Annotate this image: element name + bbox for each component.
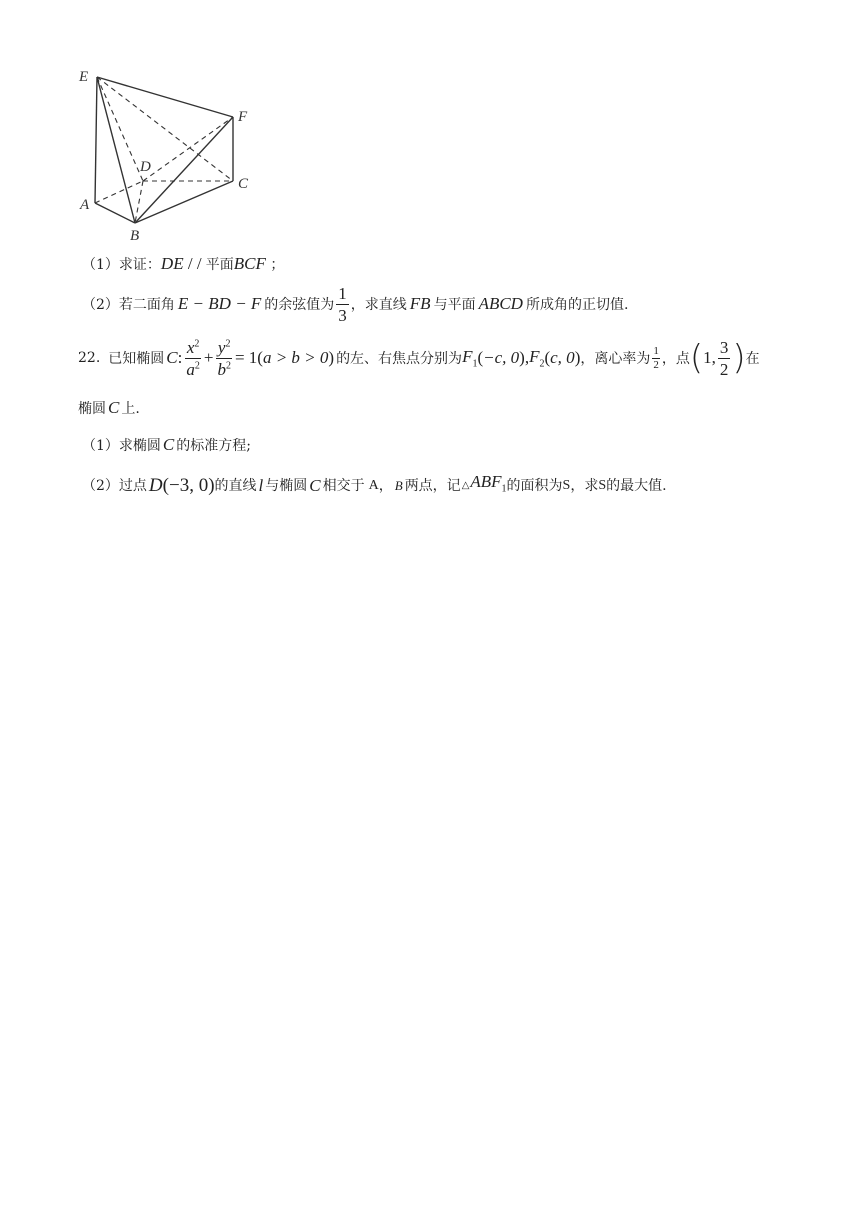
point-x: 1, bbox=[703, 348, 716, 367]
q22-line2-text2: 上. bbox=[121, 401, 140, 417]
a-var: a bbox=[186, 359, 195, 379]
expr-FB: FB bbox=[409, 294, 431, 313]
condition: a > b > 0 bbox=[262, 348, 329, 367]
colon: : bbox=[177, 348, 183, 367]
q22-intro: 已知椭圆 bbox=[108, 351, 165, 367]
fraction-one-third bbox=[336, 285, 349, 324]
label-D: D bbox=[140, 159, 151, 175]
triangle-ABF1: $ABF_1$ bbox=[470, 472, 507, 495]
geometry-figure bbox=[70, 60, 270, 250]
ellipse-C: C bbox=[166, 348, 178, 367]
q22-statement-line2 bbox=[78, 396, 140, 421]
exp: 2 bbox=[225, 337, 231, 349]
q22-part2-text6: 的面积为 bbox=[506, 477, 563, 494]
exp: 2 bbox=[225, 359, 231, 371]
point-D: D bbox=[148, 474, 163, 496]
plus-sign: + bbox=[203, 348, 214, 367]
ellipse-C: C bbox=[108, 398, 120, 417]
x-var: x bbox=[186, 337, 195, 357]
edge-DB bbox=[135, 181, 143, 223]
q22-line2-text1: 椭圆 bbox=[78, 401, 106, 417]
q22-part2-text2: 与椭圆 bbox=[265, 477, 308, 494]
edge-AB bbox=[95, 203, 135, 223]
edge-BC bbox=[135, 181, 233, 223]
parallel-symbol: / / bbox=[183, 254, 206, 273]
fraction-numerator: 1 bbox=[338, 283, 347, 303]
right-paren: ) bbox=[732, 338, 746, 378]
ellipse-C: C bbox=[309, 475, 321, 495]
q22-part2-text4: ， bbox=[378, 477, 393, 494]
q22-statement: 22. 已知椭圆 C : $\frac{x^2}{a^2}$ + $\frac{y^2}{b^2}$ = 1( a > b > 0 ) 的左、右焦点分别为 $F_1$ (−c, 0) , $F_2$ (c, 0) ，离心率为 $\frac{1}{2}$ ，点 ( 1, $\frac{3}{2}$ ) 在 bbox=[78, 337, 760, 379]
triangle-symbol: △ bbox=[461, 479, 470, 491]
q22-text4: 在 bbox=[745, 351, 760, 367]
focus-F2-coord: (c, 0) bbox=[544, 348, 581, 367]
q22-text2: ，离心率为 bbox=[580, 351, 651, 367]
q22-text1: 的左、右焦点分别为 bbox=[336, 351, 463, 367]
edge-DF bbox=[143, 117, 233, 181]
label-E: E bbox=[79, 69, 89, 85]
label-A: A bbox=[80, 197, 90, 213]
fraction-denominator: 3 bbox=[338, 305, 347, 325]
label-F: F bbox=[238, 109, 248, 125]
q21-part2-text4: 所成角的正切值. bbox=[525, 297, 629, 313]
exp: 2 bbox=[194, 359, 200, 371]
q22-part1-text: 的标准方程; bbox=[176, 438, 251, 454]
point-B: B bbox=[394, 477, 403, 493]
q22-part2 bbox=[82, 469, 667, 502]
focus-F1: $F_1$ bbox=[462, 346, 478, 370]
q21-part2-text3: 与平面 bbox=[433, 297, 476, 313]
ellipse-C: C bbox=[162, 435, 175, 454]
q22-part1 bbox=[82, 433, 251, 458]
solid-edges bbox=[95, 77, 233, 223]
edge-EB bbox=[97, 77, 135, 223]
b-var: b bbox=[217, 359, 226, 379]
edge-EC bbox=[97, 77, 233, 181]
focus-F2: $F_2$ bbox=[529, 346, 545, 370]
expr-DE: DE bbox=[160, 254, 184, 273]
q22-part2-text7: ，求 bbox=[570, 477, 599, 494]
q21-part1-end: ； bbox=[270, 257, 285, 273]
line-l: l bbox=[258, 475, 264, 495]
q21-part2-label: （2）若二面角 bbox=[82, 297, 175, 313]
q21-part1 bbox=[82, 252, 284, 277]
q21-part2-text2: ，求直线 bbox=[350, 297, 407, 313]
focus-F1-coord: (−c, 0) bbox=[477, 348, 525, 367]
equals-one: = 1( bbox=[234, 348, 263, 367]
label-C: C bbox=[238, 176, 249, 192]
q21-part2-text1: 的余弦值为 bbox=[264, 297, 335, 313]
q22-part2-text8: 的最大值. bbox=[606, 477, 667, 494]
q22-part2-label: （2）过点 bbox=[82, 477, 147, 494]
area-S: S bbox=[598, 477, 607, 493]
q22-part2-text5: 两点，记 bbox=[404, 477, 461, 494]
fraction-y2-b2 bbox=[215, 339, 233, 378]
q22-part1-label: （1）求椭圆 bbox=[82, 438, 161, 454]
y-var: y bbox=[217, 337, 226, 357]
eccentricity-fraction: $\frac{1}{2}$ bbox=[653, 344, 659, 371]
point-A: A bbox=[368, 477, 379, 493]
point-y-fraction: $\frac{3}{2}$ bbox=[719, 337, 729, 379]
q21-part1-label: （1）求证： bbox=[82, 257, 161, 273]
expr-E-BD-F: E − BD − F bbox=[177, 294, 262, 313]
edge-EA bbox=[95, 77, 97, 203]
label-B: B bbox=[130, 228, 140, 244]
q22-part2-text3: 相交于 bbox=[322, 477, 365, 494]
edge-EF bbox=[97, 77, 233, 117]
q21-part2 bbox=[82, 284, 628, 324]
expr-BCF: BCF bbox=[233, 254, 266, 273]
point-D-coord: (−3, 0) bbox=[162, 474, 215, 496]
area-S: S bbox=[562, 477, 571, 493]
exp: 2 bbox=[194, 337, 200, 349]
left-paren: ( bbox=[689, 338, 704, 378]
close-paren: ) bbox=[328, 348, 335, 367]
expr-ABCD: ABCD bbox=[478, 294, 523, 313]
fraction-x2-a2 bbox=[184, 339, 202, 378]
q22-text3: ，点 bbox=[661, 351, 690, 367]
q21-part1-text: 平面 bbox=[205, 257, 234, 273]
q22-part2-text1: 的直线 bbox=[214, 477, 257, 494]
edge-AD bbox=[95, 181, 143, 203]
question-number: 22. bbox=[78, 350, 101, 366]
